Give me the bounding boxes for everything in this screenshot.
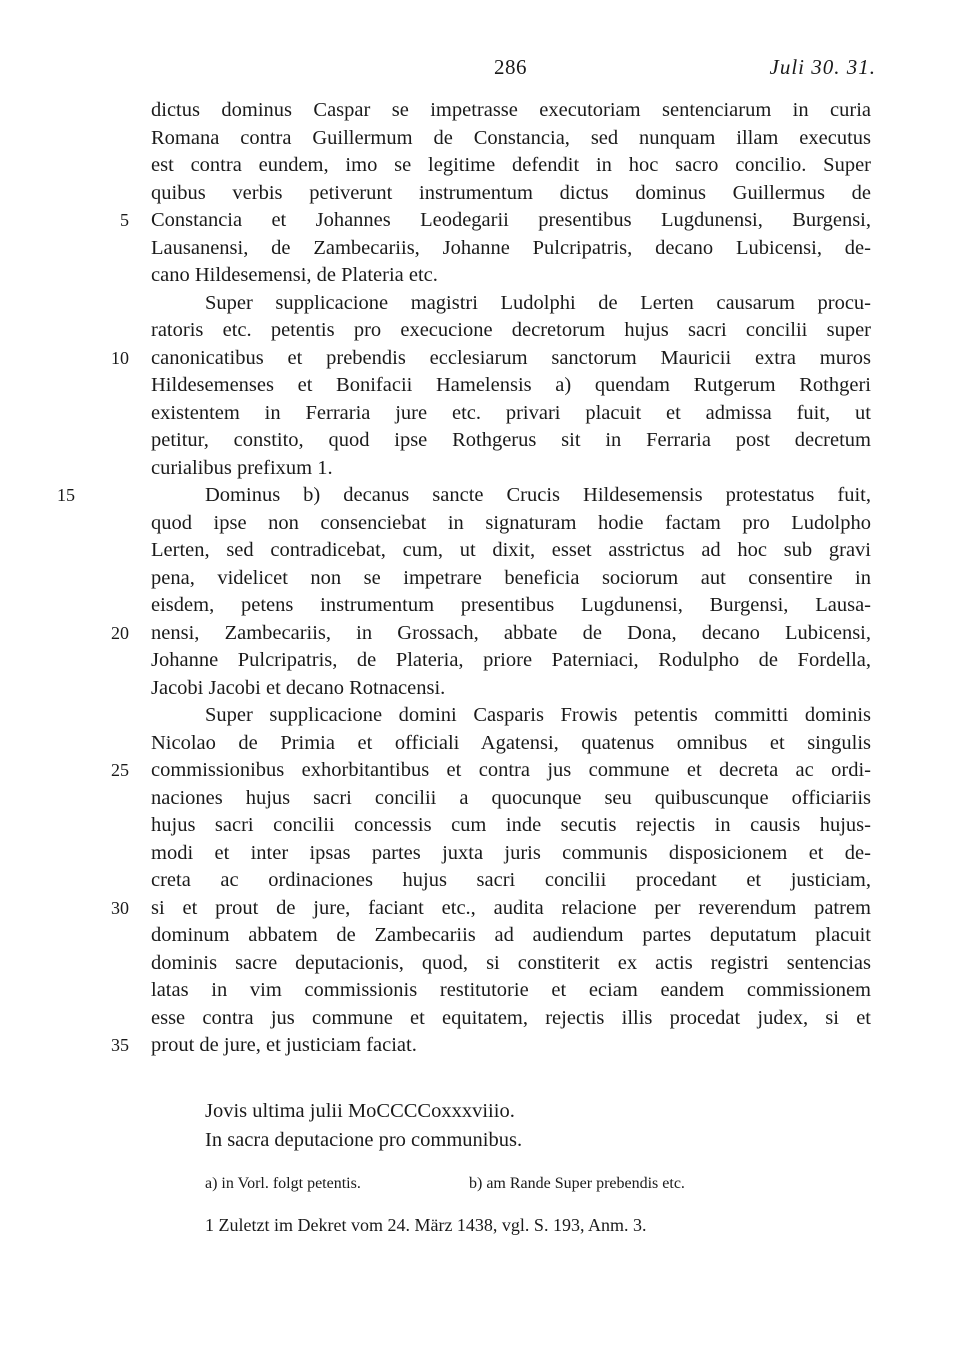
- text-line: [151, 262, 871, 290]
- text-line: [151, 400, 871, 428]
- line-text: Lerten, sed contradicebat, cum, ut dixit, esset asstrictus ad hoc sub gravi: [151, 539, 871, 561]
- text-line: [151, 812, 871, 840]
- text-line: [111, 345, 871, 373]
- line-text: Super supplicacione domini Casparis Frowis petentis committi dominis: [205, 704, 871, 726]
- text-line: [151, 180, 871, 208]
- line-number: 5: [120, 210, 129, 230]
- footnote-1: 1 Zuletzt im Dekret vom 24. März 1438, vgl. S. 193, Anm. 3.: [205, 1215, 647, 1235]
- closing-line-date: Jovis ultima julii MoCCCCoxxxviiio.: [205, 1100, 515, 1122]
- closing-block: [205, 1097, 522, 1155]
- text-line: [151, 317, 871, 345]
- footnote-a: a) in Vorl. folgt petentis.: [205, 1175, 361, 1192]
- line-text: Hildesemenses et Bonifacii Hamelensis a) quendam Rutgerum Rothgeri: [151, 374, 871, 396]
- line-text: si et prout de jure, faciant etc., audita relacione per reverendum patrem: [151, 896, 871, 919]
- footnote-b: b) am Rande Super prebendis etc.: [469, 1175, 685, 1192]
- text-line: [151, 125, 871, 153]
- text-line: [151, 427, 871, 455]
- line-text: pena, videlicet non se impetrare beneficia sociorum aut consentire in: [151, 566, 871, 589]
- line-text: quibus verbis petiverunt instrumentum dictus dominus Guillermus de: [151, 181, 871, 204]
- line-text: dominum abbatem de Zambecariis ad audiendum partes deputatum placuit: [151, 924, 871, 946]
- text-line: [151, 152, 871, 180]
- line-text: existentem in Ferraria jure etc. privari placuit et admissa fuit, ut: [151, 401, 871, 424]
- line-text: cano Hildesemensi, de Plateria etc.: [151, 264, 438, 286]
- text-line: [151, 592, 871, 620]
- line-text: latas in vim commissionis restitutorie et eciam eandem commissionem: [151, 979, 871, 1001]
- line-text: modi et inter ipsas partes juxta juris communis disposicionem et de-: [151, 841, 871, 864]
- text-line: [151, 922, 871, 950]
- line-text: Constancia et Johannes Leodegarii presentibus Lugdunensi, Burgensi,: [151, 209, 871, 231]
- text-line: [151, 977, 871, 1005]
- line-text: canonicatibus et prebendis ecclesiarum sanctorum Mauricii extra muros: [151, 346, 871, 369]
- text-line: [57, 482, 871, 510]
- text-line: [151, 1005, 871, 1033]
- line-text: nensi, Zambecariis, in Grossach, abbate de Dona, decano Lubicensi,: [151, 621, 871, 644]
- line-text: naciones hujus sacri concilii a quocunque seu quibuscunque officiariis: [151, 786, 871, 809]
- text-line: [151, 950, 871, 978]
- text-line: [151, 867, 871, 895]
- text-line: [151, 510, 871, 538]
- text-line: [151, 235, 871, 263]
- running-date: Juli 30. 31.: [769, 55, 876, 79]
- text-line: [151, 372, 871, 400]
- line-text: dominis sacre deputacionis, quod, si constiterit ex actis registri sentencias: [151, 951, 871, 974]
- line-text: Dominus b) decanus sancte Crucis Hildesemensis protestatus fuit,: [205, 484, 871, 506]
- line-text: eisdem, petens instrumentum presentibus Lugdunensi, Burgensi, Lausa-: [151, 594, 871, 616]
- text-line: [111, 757, 871, 785]
- footnotes: [205, 1172, 825, 1235]
- line-text: Jacobi Jacobi et decano Rotnacensi.: [151, 676, 446, 699]
- line-text: Romana contra Guillermum de Constancia, sed nunquam illam executus: [151, 126, 871, 149]
- text-line: [151, 785, 871, 813]
- line-text: creta ac ordinaciones hujus sacri concilii procedant et justiciam,: [151, 869, 871, 891]
- line-number: 30: [111, 897, 129, 918]
- line-text: curialibus prefixum 1.: [151, 456, 333, 479]
- text-line: [111, 620, 871, 648]
- text-line: [151, 455, 871, 483]
- line-text: commissionibus exhorbitantibus et contra jus commune et decreta ac ordi-: [151, 759, 871, 781]
- text-line: [151, 647, 871, 675]
- text-line: [151, 537, 871, 565]
- text-line: [151, 675, 871, 703]
- text-line: [151, 840, 871, 868]
- line-text: est contra eundem, imo se legitime defendit in hoc sacro concilio. Super: [151, 154, 871, 176]
- line-text: hujus sacri concilii concessis cum inde secutis rejectis in causis hujus-: [151, 814, 871, 836]
- line-text: dictus dominus Caspar se impetrasse executoriam sentenciarum in curia: [151, 99, 871, 121]
- text-line: [111, 895, 871, 923]
- line-number: 25: [111, 760, 129, 780]
- line-text: Nicolao de Primia et officiali Agatensi, quatenus omnibus et singulis: [151, 731, 871, 754]
- line-number: 35: [111, 1035, 129, 1055]
- line-text: Super supplicacione magistri Ludolphi de Lerten causarum procu-: [205, 291, 871, 314]
- page-number: 286: [494, 55, 527, 79]
- text-line: [151, 730, 871, 758]
- text-line: [120, 207, 871, 235]
- line-number: 20: [111, 622, 129, 643]
- body-text: [57, 97, 871, 1060]
- line-number: 15: [57, 485, 75, 505]
- closing-line-deputation: In sacra deputacione pro communibus.: [205, 1129, 523, 1151]
- line-text: ratoris etc. petentis pro execucione decretorum hujus sacri concilii super: [151, 319, 871, 341]
- text-line: [151, 97, 871, 125]
- text-line: [111, 1032, 871, 1060]
- line-text: prout de jure, et justiciam faciat.: [151, 1034, 417, 1056]
- line-text: Johanne Pulcripatris, de Plateria, priore Paterniaci, Rodulpho de Fordella,: [151, 649, 871, 671]
- line-text: Lausanensi, de Zambecariis, Johanne Pulcripatris, decano Lubicensi, de-: [151, 236, 871, 259]
- text-line: [151, 702, 871, 730]
- text-line: [151, 565, 871, 593]
- line-text: quod ipse non consenciebat in signaturam hodie factam pro Ludolpho: [151, 511, 871, 534]
- line-number: 10: [111, 347, 129, 368]
- text-line: [151, 290, 871, 318]
- line-text: petitur, constito, quod ipse Rothgerus sit in Ferraria post decretum: [151, 429, 871, 451]
- page-header: [0, 55, 960, 85]
- line-text: esse contra jus commune et equitatem, rejectis illis procedat judex, si et: [151, 1006, 871, 1029]
